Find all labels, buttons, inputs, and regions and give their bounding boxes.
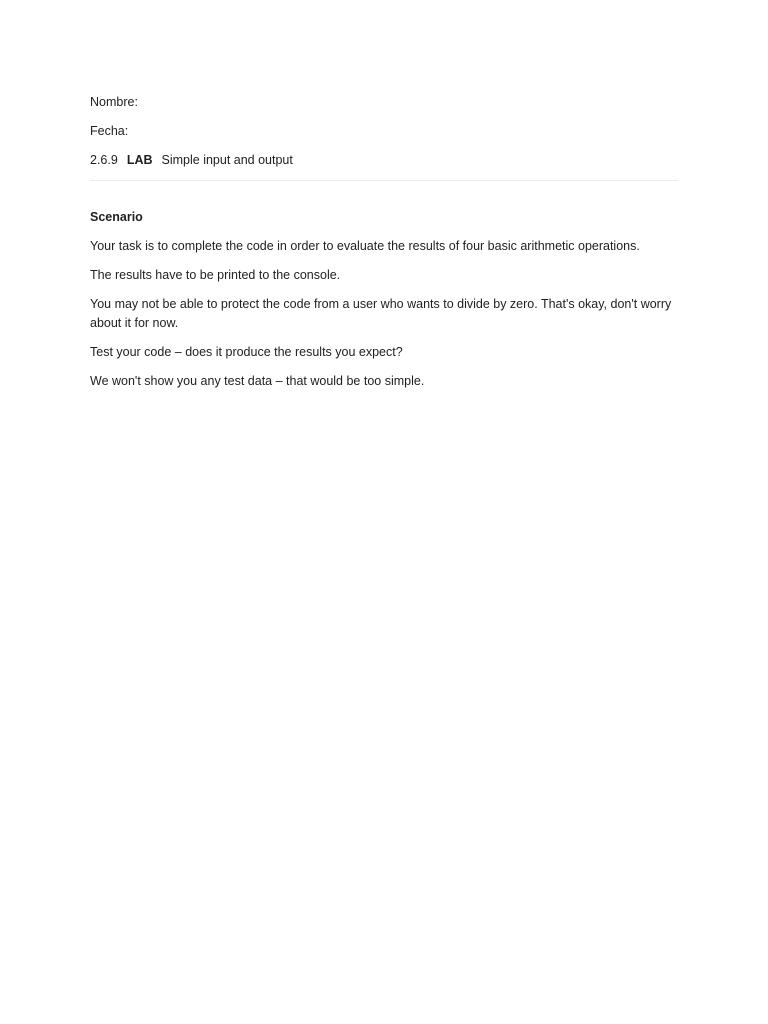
scenario-paragraph: Test your code – does it produce the results you expect? — [90, 344, 403, 359]
scenario-paragraph: The results have to be printed to the console. — [90, 268, 341, 282]
section-divider — [90, 180, 678, 181]
scenario-paragraph: Your task is to complete the code in order to evaluate the results of four basic arithmetic operations. — [90, 239, 640, 253]
section-title: Simple input and output — [161, 153, 293, 167]
scenario-paragraph: We won't show you any test data – that would be too simple. — [90, 373, 425, 388]
date-label: Fecha: — [90, 124, 129, 138]
scenario-paragraph: You may not be able to protect the code from a user who wants to divide by zero. That's okay, don't worry about it for now. — [90, 297, 672, 330]
section-title-line — [90, 151, 678, 169]
scenario-heading: Scenario — [90, 210, 143, 224]
name-label: Nombre: — [90, 95, 138, 109]
document-content — [90, 93, 678, 401]
section-tag: LAB — [126, 153, 153, 167]
section-number: 2.6.9 — [90, 153, 118, 167]
